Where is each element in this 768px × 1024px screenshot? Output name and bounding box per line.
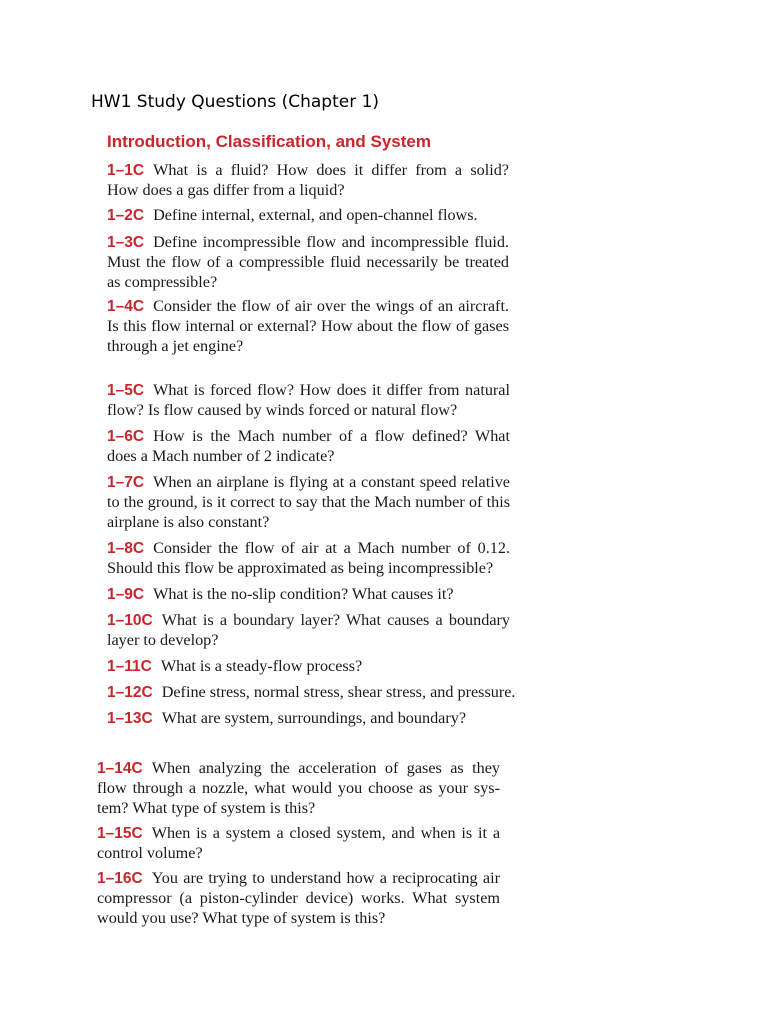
question-line [107,160,509,180]
question-number: 1–2C [107,207,145,224]
question-number: 1–11C [107,658,152,675]
question-text: flow through a nozzle, what would you choose as your sys- [97,779,500,797]
question-text: Define stress, normal stress, shear stress, and pressure. [161,683,516,701]
question-line [107,180,509,200]
question-text: compressor (a piston-cylinder device) works. What system [97,889,500,907]
question-text: as compressible? [107,273,218,291]
question-number: 1–1C [107,162,145,179]
question-text: What is a fluid? How does it differ from a solid? [153,161,509,179]
question-line [107,252,509,272]
question-1-16c [97,868,500,928]
question-line [97,868,500,888]
question-text: What is a steady-flow process? [160,657,363,675]
question-line [107,472,510,492]
question-number: 1–4C [107,298,145,315]
question-text: What is forced flow? How does it differ from natural [153,381,510,399]
question-line [107,584,487,604]
question-text: Must the flow of a compressible fluid necessarily be treated [107,253,509,271]
question-line [97,908,500,928]
question-number: 1–13C [107,710,153,727]
question-text: Is this flow internal or external? How about the flow of gases [107,317,509,335]
question-line [107,232,509,252]
question-text: How does a gas differ from a liquid? [107,181,345,199]
question-number: 1–5C [107,382,145,399]
question-number: 1–6C [107,428,145,445]
question-text: You are trying to understand how a reciprocating air [151,869,500,887]
question-1-1c [107,160,509,200]
question-text: airplane is also constant? [107,513,270,531]
question-text: When analyzing the acceleration of gases as they [151,759,500,777]
question-text: Define internal, external, and open-channel flows. [153,206,478,224]
question-line [107,316,509,336]
question-number: 1–12C [107,684,153,701]
question-text: Consider the flow of air at a Mach number of 0.12. [153,539,510,557]
question-1-14c [97,758,500,818]
question-line [97,843,500,863]
question-1-8c [107,538,510,578]
question-line [97,888,500,908]
question-text: When is a system a closed system, and when is it a [151,824,500,842]
question-number: 1–16C [97,870,143,887]
question-1-5c [107,380,510,420]
question-line [107,708,487,728]
question-text: tem? What type of system is this? [97,799,316,817]
question-1-15c [97,823,500,863]
question-line [107,426,510,446]
question-1-4c [107,296,509,356]
question-text: What is a boundary layer? What causes a boundary [161,611,510,629]
question-line [107,296,509,316]
question-line [107,630,510,650]
question-line [107,336,509,356]
question-number: 1–3C [107,234,145,251]
question-line [107,682,516,702]
question-number: 1–9C [107,586,145,603]
question-line [107,610,510,630]
question-text: does a Mach number of 2 indicate? [107,447,335,465]
question-line [107,492,510,512]
question-number: 1–14C [97,760,143,777]
section-heading: Introduction, Classification, and System [107,132,431,151]
page-title: HW1 Study Questions (Chapter 1) [91,92,380,112]
question-text: would you use? What type of system is this? [97,909,386,927]
question-number: 1–10C [107,612,153,629]
question-number: 1–7C [107,474,145,491]
question-text: What are system, surroundings, and boundary? [161,709,467,727]
question-line [97,758,500,778]
question-text: Should this flow be approximated as being incompressible? [107,559,494,577]
question-text: Consider the flow of air over the wings of an aircraft. [153,297,509,315]
question-line [97,798,500,818]
question-1-11c [107,656,487,676]
question-1-13c [107,708,487,728]
question-text: control volume? [97,844,203,862]
question-1-7c [107,472,510,532]
question-1-10c [107,610,510,650]
question-text: How is the Mach number of a flow defined? What [153,427,510,445]
question-line [107,400,510,420]
question-text: What is the no-slip condition? What causes it? [153,585,454,603]
question-line [97,823,500,843]
question-line [97,778,500,798]
question-1-3c [107,232,509,292]
question-text: through a jet engine? [107,337,244,355]
question-line [107,380,510,400]
question-line [107,656,487,676]
question-text: flow? Is flow caused by winds forced or natural flow? [107,401,458,419]
question-line [107,538,510,558]
question-text: When an airplane is flying at a constant speed relative [153,473,510,491]
question-line [107,512,510,532]
question-line [107,272,509,292]
question-1-2c [107,205,487,225]
question-1-12c [107,682,516,702]
question-text: layer to develop? [107,631,219,649]
question-1-6c [107,426,510,466]
question-line [107,558,510,578]
question-line [107,205,487,225]
question-1-9c [107,584,487,604]
question-number: 1–8C [107,540,145,557]
question-line [107,446,510,466]
question-text: to the ground, is it correct to say that the Mach number of this [107,493,510,511]
question-number: 1–15C [97,825,143,842]
question-text: Define incompressible flow and incompressible fluid. [153,233,509,251]
